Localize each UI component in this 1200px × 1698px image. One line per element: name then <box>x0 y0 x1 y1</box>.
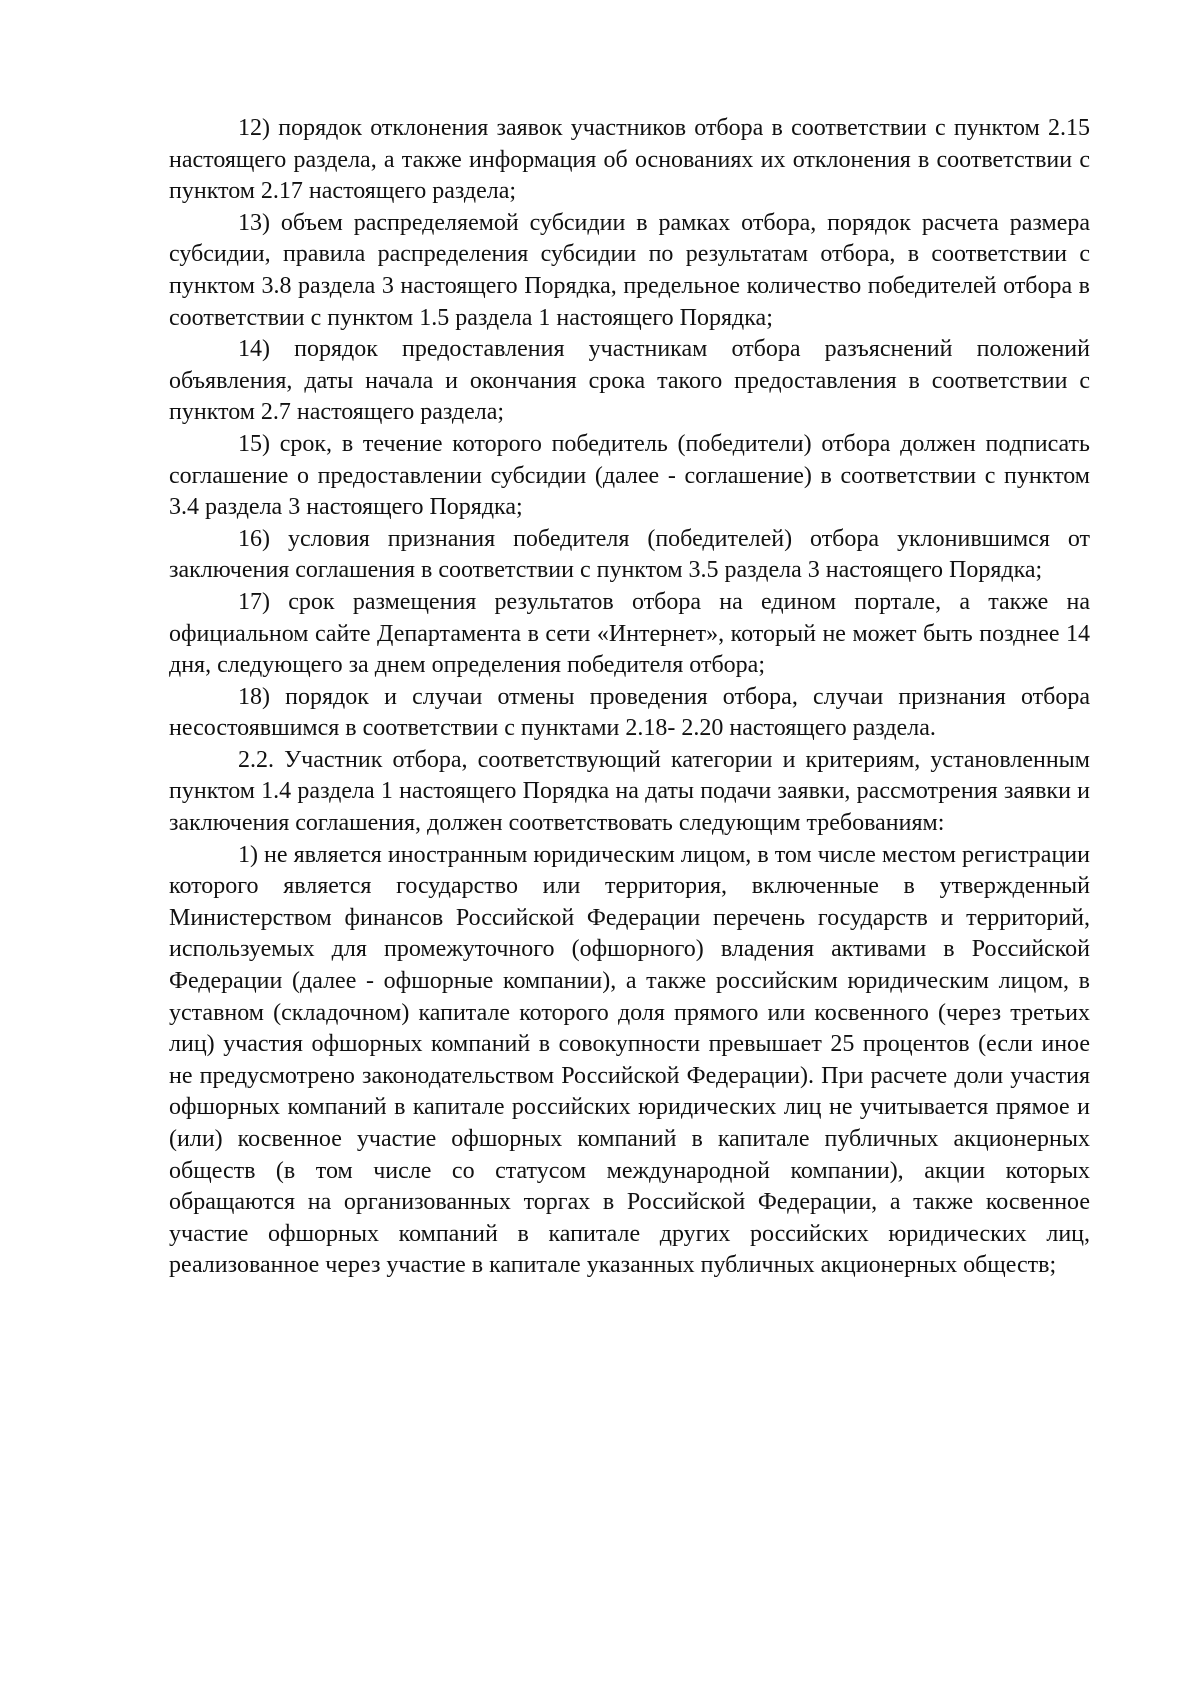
paragraph-section-2-2: 2.2. Участник отбора, соответствующий категории и критериям, установленным пунктом 1.4 раздела 1 настоящего Порядка на даты подачи заявки, рассмотрения заявки и заключения соглашения, должен соответствовать следующим требованиям: <box>169 746 1090 837</box>
document-page <box>169 113 1090 1282</box>
paragraph-requirement-1: 1) не является иностранным юридическим лицом, в том числе местом регистрации которого является государство или территория, включенные в утвержденный Министерством финансов Российской Федерации перечень государств и территорий, используемых для промежуточного (офшорного) владения активами в Российской Федерации (далее - офшорные компании), а также российским юридическим лицом, в уставном (складочном) капитале которого доля прямого или косвенного (через третьих лиц) участия офшорных компаний в совокупности превышает 25 процентов (если иное не предусмотрено законодательством Российской Федерации). При расчете доли участия офшорных компаний в капитале российских юридических лиц не учитывается прямое и (или) косвенное участие офшорных компаний в капитале публичных акционерных обществ (в том числе со статусом международной компании), акции которых обращаются на организованных торгах в Российской Федерации, а также косвенное участие офшорных компаний в капитале других российских юридических лиц, реализованное через участие в капитале указанных публичных акционерных обществ; <box>169 841 1090 1279</box>
paragraph-item-14: 14) порядок предоставления участникам отбора разъяснений положений объявления, даты начала и окончания срока такого предоставления в соответствии с пунктом 2.7 настоящего раздела; <box>169 336 1090 426</box>
paragraph-item-16: 16) условия признания победителя (победителей) отбора уклонившимся от заключения соглашения в соответствии с пунктом 3.5 раздела 3 настоящего Порядка; <box>169 525 1090 584</box>
paragraph-item-13: 13) объем распределяемой субсидии в рамках отбора, порядок расчета размера субсидии, правила распределения субсидии по результатам отбора, в соответствии с пунктом 3.8 раздела 3 настоящего Порядка, предельное количество победителей отбора в соответствии с пунктом 1.5 раздела 1 настоящего Порядка; <box>169 209 1090 331</box>
paragraph-item-17: 17) срок размещения результатов отбора на едином портале, а также на официальном сайте Департамента в сети «Интернет», который не может быть позднее 14 дня, следующего за днем определения победителя отбора; <box>169 588 1090 679</box>
paragraph-item-15: 15) срок, в течение которого победитель (победители) отбора должен подписать соглашение о предоставлении субсидии (далее - соглашение) в соответствии с пунктом 3.4 раздела 3 настоящего Порядка; <box>169 430 1090 521</box>
paragraph-item-18: 18) порядок и случаи отмены проведения отбора, случаи признания отбора несостоявшимся в соответствии с пунктами 2.18- 2.20 настоящего раздела. <box>169 683 1090 742</box>
paragraph-item-12: 12) порядок отклонения заявок участников отбора в соответствии с пунктом 2.15 настоящего раздела, а также информация об основаниях их отклонения в соответствии с пунктом 2.17 настоящего раздела; <box>169 115 1090 205</box>
